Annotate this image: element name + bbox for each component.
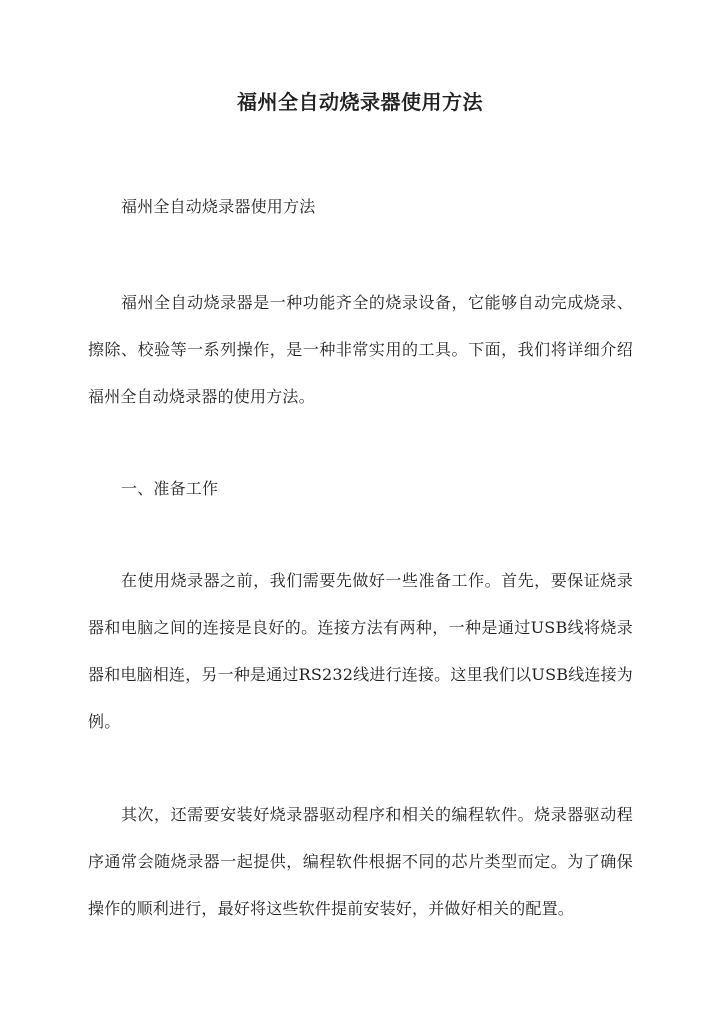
document-title: 福州全自动烧录器使用方法 bbox=[237, 90, 483, 114]
preparation-paragraph-1: 在使用烧录器之前，我们需要先做好一些准备工作。首先，要保证烧录器和电脑之间的连接是良好的。连接方法有两种，一种是通过USB线将烧录器和电脑相连，另一种是通过RS232线进行连接。这里我们以USB线连接为例。 bbox=[88, 571, 633, 731]
subtitle-paragraph: 福州全自动烧录器使用方法 bbox=[121, 197, 316, 216]
intro-paragraph: 福州全自动烧录器是一种功能齐全的烧录设备，它能够自动完成烧录、擦除、校验等一系列操作，是一种非常实用的工具。下面，我们将详细介绍福州全自动烧录器的使用方法。 bbox=[88, 293, 633, 406]
preparation-paragraph-2: 其次，还需要安装好烧录器驱动程序和相关的编程软件。烧录器驱动程序通常会随烧录器一起提供，编程软件根据不同的芯片类型而定。为了确保操作的顺利进行，最好将这些软件提前安装好，并做好相关的配置。 bbox=[88, 805, 633, 918]
section-heading-preparation: 一、准备工作 bbox=[121, 479, 219, 498]
